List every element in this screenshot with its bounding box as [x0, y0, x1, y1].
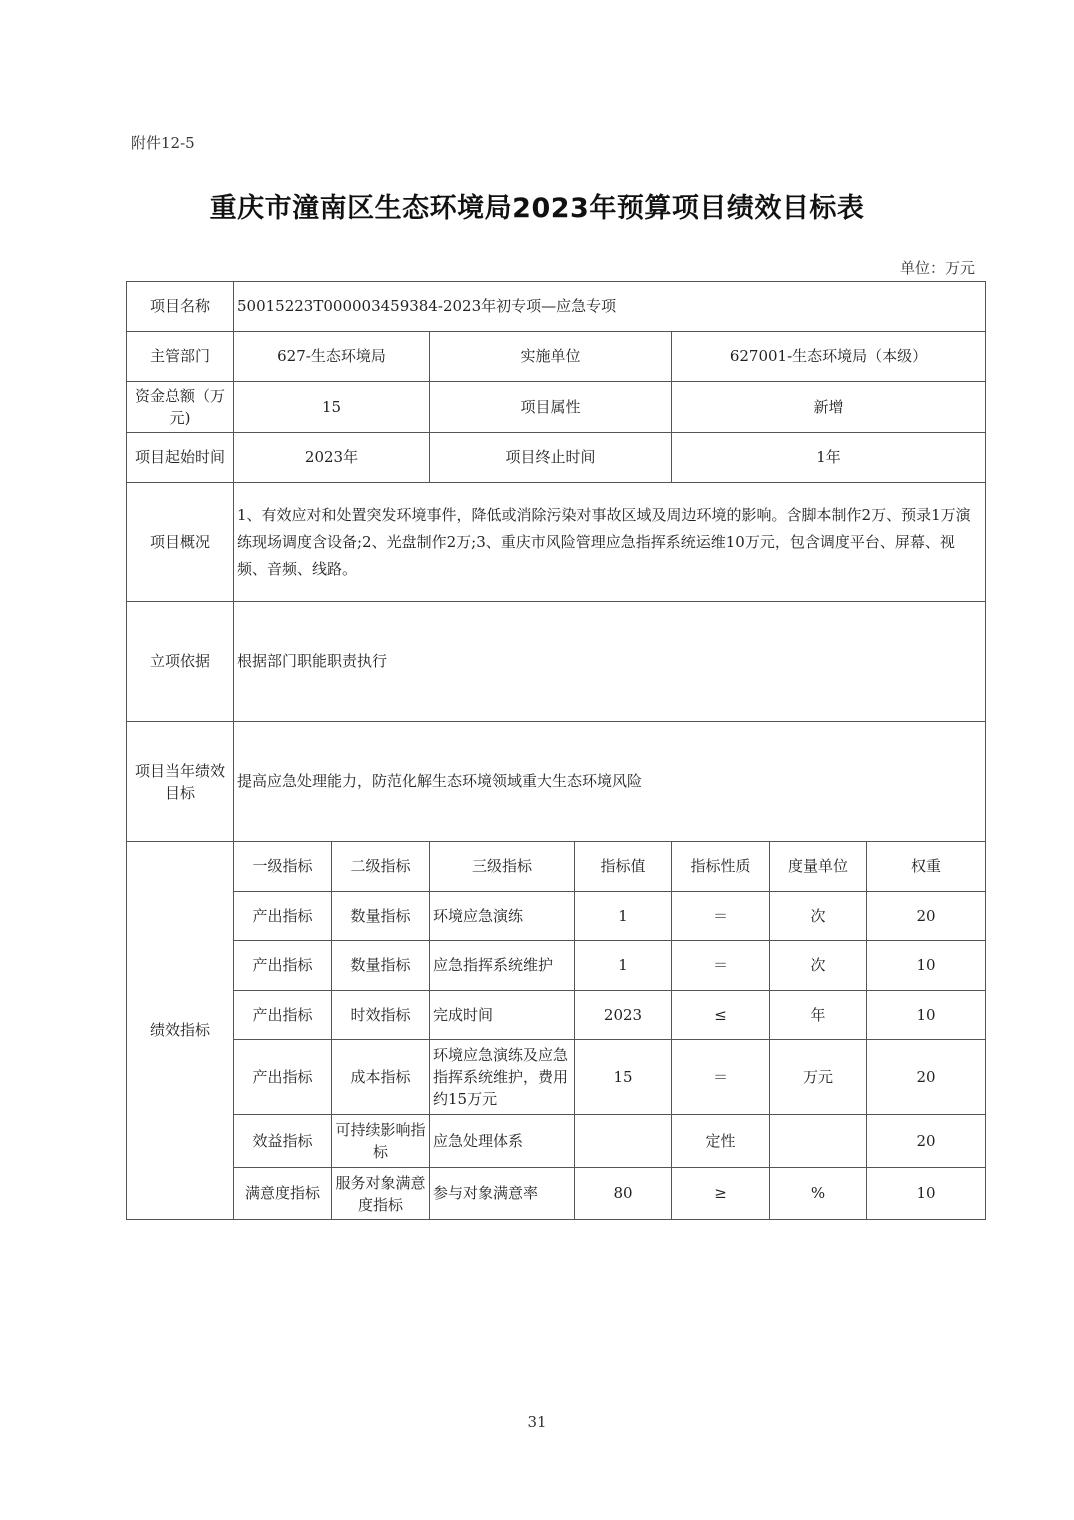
- row-department: [127, 332, 986, 382]
- row-fund: [127, 382, 986, 433]
- weight-cell: 20: [867, 892, 986, 941]
- level2-cell: 时效指标: [332, 991, 430, 1040]
- nature-cell: ≤: [672, 991, 770, 1040]
- table-row: [127, 991, 986, 1040]
- row-overview: [127, 483, 986, 602]
- unit-cell: 年: [770, 991, 867, 1040]
- value-cell: 1: [575, 892, 672, 941]
- level2-cell: 数量指标: [332, 892, 430, 941]
- header-level1: 一级指标: [234, 842, 332, 892]
- start-value: 2023年: [234, 433, 430, 483]
- indicators-section-label: 绩效指标: [127, 842, 234, 1220]
- level1-cell: 产出指标: [234, 991, 332, 1040]
- row-time: [127, 433, 986, 483]
- goal-label: 项目当年绩效目标: [127, 722, 234, 842]
- page-number: 31: [527, 1413, 547, 1431]
- dept-value: 627-生态环境局: [234, 332, 430, 382]
- basis-label: 立项依据: [127, 602, 234, 722]
- nature-cell: ＝: [672, 1040, 770, 1115]
- level1-cell: 满意度指标: [234, 1168, 332, 1220]
- header-value: 指标值: [575, 842, 672, 892]
- unit-cell: %: [770, 1168, 867, 1220]
- level2-cell: 数量指标: [332, 941, 430, 991]
- weight-cell: 10: [867, 991, 986, 1040]
- impl-label: 实施单位: [430, 332, 672, 382]
- table-row: [127, 892, 986, 941]
- attr-value: 新增: [672, 382, 986, 433]
- unit-cell: 次: [770, 892, 867, 941]
- table-row: [127, 1168, 986, 1220]
- project-name-value: 50015223T000003459384-2023年初专项—应急专项: [234, 282, 986, 332]
- table-row: [127, 1115, 986, 1168]
- header-level3: 三级指标: [430, 842, 575, 892]
- nature-cell: ≥: [672, 1168, 770, 1220]
- nature-cell: ＝: [672, 941, 770, 991]
- goal-value: 提高应急处理能力，防范化解生态环境领域重大生态环境风险: [234, 722, 986, 842]
- attachment-label: 附件12-5: [131, 134, 195, 152]
- level3-cell: 参与对象满意率: [430, 1168, 575, 1220]
- page-title: 重庆市潼南区生态环境局2023年预算项目绩效目标表: [209, 193, 865, 224]
- nature-cell: 定性: [672, 1115, 770, 1168]
- unit-cell: [770, 1115, 867, 1168]
- unit-cell: 万元: [770, 1040, 867, 1115]
- level1-cell: 效益指标: [234, 1115, 332, 1168]
- header-weight: 权重: [867, 842, 986, 892]
- value-cell: 15: [575, 1040, 672, 1115]
- level2-cell: 成本指标: [332, 1040, 430, 1115]
- weight-cell: 10: [867, 1168, 986, 1220]
- basis-value: 根据部门职能职责执行: [234, 602, 986, 722]
- end-label: 项目终止时间: [430, 433, 672, 483]
- header-level2: 二级指标: [332, 842, 430, 892]
- fund-label: 资金总额（万元): [127, 382, 234, 433]
- attr-label: 项目属性: [430, 382, 672, 433]
- level1-cell: 产出指标: [234, 1040, 332, 1115]
- impl-value: 627001-生态环境局（本级）: [672, 332, 986, 382]
- level2-cell: 可持续影响指标: [332, 1115, 430, 1168]
- level2-cell: 服务对象满意度指标: [332, 1168, 430, 1220]
- end-value: 1年: [672, 433, 986, 483]
- weight-cell: 20: [867, 1115, 986, 1168]
- table-row: [127, 941, 986, 991]
- header-nature: 指标性质: [672, 842, 770, 892]
- table-row: [127, 1040, 986, 1115]
- unit-label: 单位：万元: [900, 259, 976, 277]
- level3-cell: 完成时间: [430, 991, 575, 1040]
- row-basis: [127, 602, 986, 722]
- nature-cell: ＝: [672, 892, 770, 941]
- weight-cell: 20: [867, 1040, 986, 1115]
- start-label: 项目起始时间: [127, 433, 234, 483]
- header-unit: 度量单位: [770, 842, 867, 892]
- level3-cell: 环境应急演练: [430, 892, 575, 941]
- level1-cell: 产出指标: [234, 941, 332, 991]
- performance-table: [126, 281, 986, 1220]
- value-cell: [575, 1115, 672, 1168]
- value-cell: 1: [575, 941, 672, 991]
- level1-cell: 产出指标: [234, 892, 332, 941]
- overview-value: 1、有效应对和处置突发环境事件，降低或消除污染对事故区域及周边环境的影响。含脚本制作2万、预录1万演练现场调度含设备;2、光盘制作2万;3、重庆市风险管理应急指挥系统运维10万元，包含调度平台、屏幕、视频、音频、线路。: [234, 483, 986, 602]
- value-cell: 80: [575, 1168, 672, 1220]
- dept-label: 主管部门: [127, 332, 234, 382]
- project-name-label: 项目名称: [127, 282, 234, 332]
- value-cell: 2023: [575, 991, 672, 1040]
- indicator-header-row: [127, 842, 986, 892]
- overview-label: 项目概况: [127, 483, 234, 602]
- row-goal: [127, 722, 986, 842]
- weight-cell: 10: [867, 941, 986, 991]
- row-project-name: [127, 282, 986, 332]
- level3-cell: 应急指挥系统维护: [430, 941, 575, 991]
- level3-cell: 环境应急演练及应急指挥系统维护，费用约15万元: [430, 1040, 575, 1115]
- unit-cell: 次: [770, 941, 867, 991]
- level3-cell: 应急处理体系: [430, 1115, 575, 1168]
- fund-value: 15: [234, 382, 430, 433]
